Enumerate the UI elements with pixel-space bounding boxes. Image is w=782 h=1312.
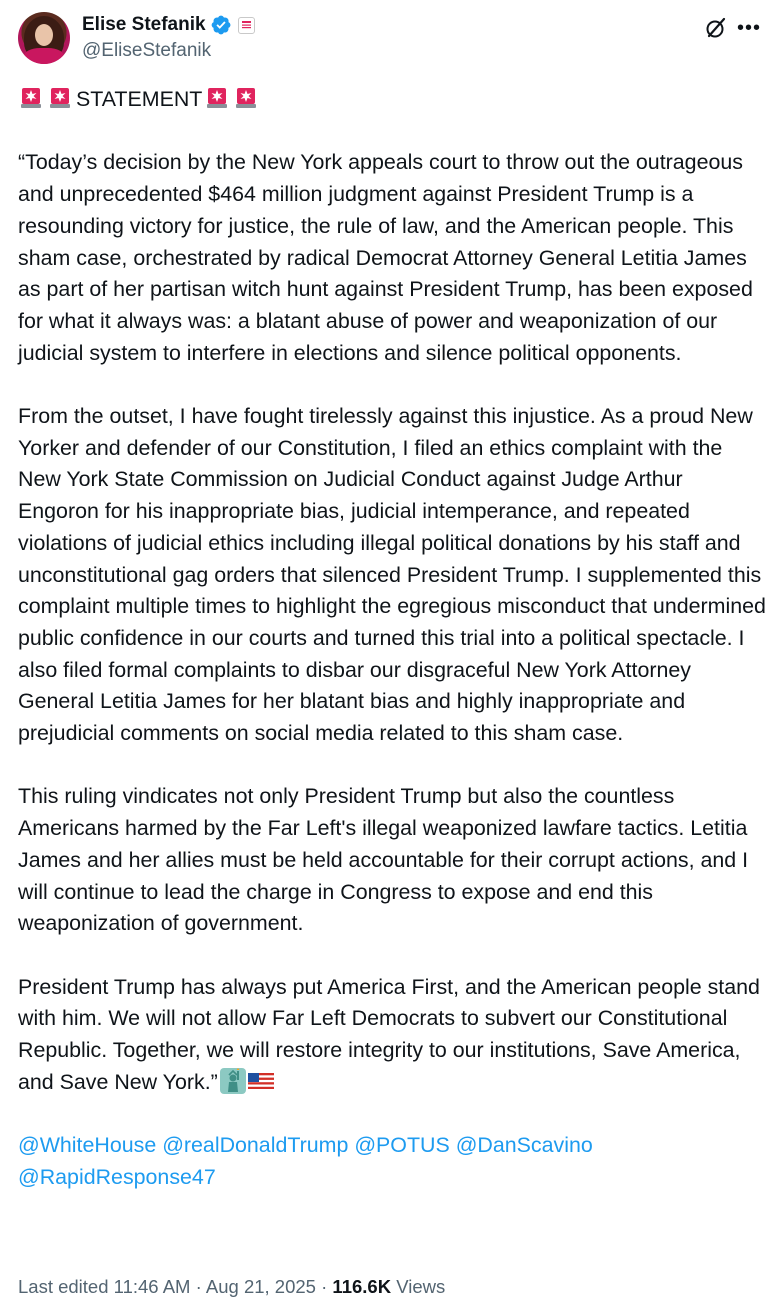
meta-separator: · bbox=[321, 1276, 328, 1297]
mention-link[interactable]: @RapidResponse47 bbox=[18, 1164, 216, 1189]
grok-icon[interactable] bbox=[704, 16, 728, 40]
statue-of-liberty-emoji bbox=[220, 1068, 246, 1094]
us-flag-emoji bbox=[248, 1068, 274, 1094]
avatar[interactable] bbox=[18, 12, 70, 64]
more-options-icon[interactable]: ••• bbox=[736, 16, 761, 39]
rotating-light-emoji bbox=[233, 84, 259, 110]
government-affiliation-icon[interactable] bbox=[238, 17, 255, 34]
mention-link[interactable]: @POTUS bbox=[354, 1133, 450, 1158]
mention-link[interactable]: @DanScavino bbox=[455, 1133, 593, 1158]
tweet-text bbox=[18, 84, 766, 1194]
edited-label[interactable]: Last edited bbox=[18, 1276, 109, 1297]
tweet-paragraph-4: President Trump has always put America First, and the American people stand with him. We will not allow Far Left Democrats to subvert our Constitutional Republic. Together, we will restore integrity to our institutions, Save America, and Save New York.” bbox=[18, 974, 760, 1094]
mention-link[interactable]: @realDonaldTrump bbox=[162, 1133, 349, 1158]
tweet-date[interactable]: Aug 21, 2025 bbox=[205, 1276, 316, 1297]
tweet-paragraph-4-wrapper bbox=[18, 972, 766, 1099]
mention-link[interactable]: @WhiteHouse bbox=[18, 1133, 157, 1158]
rotating-light-emoji bbox=[18, 84, 44, 110]
tweet-header bbox=[18, 12, 764, 68]
tweet-time[interactable]: 11:46 AM bbox=[113, 1276, 191, 1297]
verified-badge-icon[interactable] bbox=[211, 15, 231, 35]
rotating-light-emoji bbox=[47, 84, 73, 110]
tweet-meta bbox=[18, 1276, 445, 1298]
meta-separator: · bbox=[195, 1276, 202, 1297]
tweet-paragraph-2: From the outset, I have fought tirelessly against this injustice. As a proud New Yorker and defender of our Constitution, I filed an ethics complaint with the New York State Commission on Judicial Conduct against Judge Arthur Engoron for his inappropriate bias, judicial intemperance, and repeated violations of judicial ethics including illegal political donations by his staff and unconstitutional gag orders that silenced President Trump. I supplemented this complaint multiple times to highlight the egregious misconduct that undermined public confidence in our courts and turned this trial into a political spectacle. I also filed formal complaints to disbar our disgraceful New York Attorney General Letitia James for her blatant bias and highly inappropriate and prejudicial comments on social media related to this sham case. bbox=[18, 404, 766, 746]
rotating-light-emoji bbox=[204, 84, 230, 110]
statement-line bbox=[18, 84, 766, 116]
tweet-paragraph-1: “Today’s decision by the New York appeals court to throw out the outrageous and unprecedented $464 million judgment against President Trump is a resounding victory for justice, the rule of law, and the American people. This sham case, orchestrated by radical Democrat Attorney General Letitia James as part of her partisan witch hunt against President Trump, has been exposed for what it always was: a blatant abuse of power and weaponization of our judicial system to interfere in elections and silence political opponents. bbox=[18, 150, 753, 365]
views-count[interactable]: 116.6K bbox=[332, 1276, 392, 1297]
author-name-row bbox=[82, 13, 255, 37]
views-label: Views bbox=[396, 1276, 446, 1297]
mentions bbox=[18, 1130, 766, 1193]
author-display-name[interactable]: Elise Stefanik bbox=[82, 14, 206, 35]
statement-headline: STATEMENT bbox=[76, 87, 203, 111]
author-handle[interactable]: @EliseStefanik bbox=[82, 40, 212, 61]
tweet-paragraph-3: This ruling vindicates not only President Trump but also the countless Americans harmed by the Far Left's illegal weaponized lawfare tactics. Letitia James and her allies must be held accountable for their corrupt actions, and I will continue to lead the charge in Congress to expose and end this weaponization of government. bbox=[18, 784, 749, 936]
